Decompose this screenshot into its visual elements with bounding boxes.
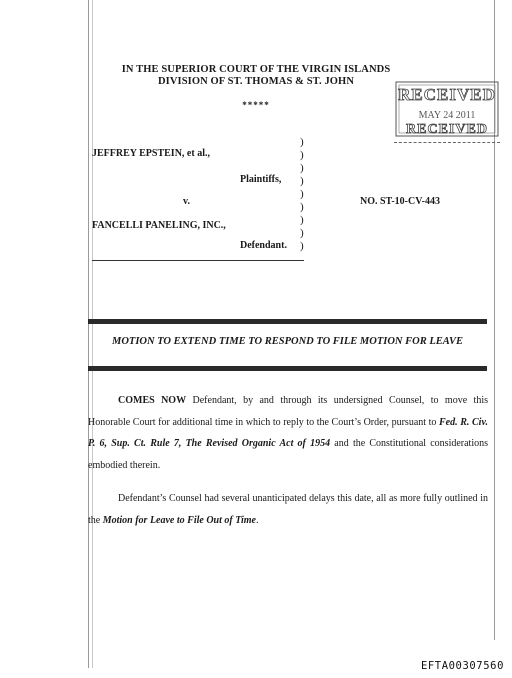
svg-text:RECEIVED: RECEIVED xyxy=(406,122,488,137)
comes-now-lead: COMES NOW xyxy=(118,395,187,406)
motion-title: MOTION TO EXTEND TIME TO RESPOND TO FILE MOTION FOR LEAVE xyxy=(111,336,464,347)
plaintiff-role: Plaintiffs, xyxy=(240,174,282,185)
stamp-dotted-rule xyxy=(394,142,500,143)
plaintiff-name: JEFFREY EPSTEIN, et al., xyxy=(92,148,210,159)
received-stamp xyxy=(394,80,500,138)
case-number: NO. ST-10-CV-443 xyxy=(360,196,441,207)
paragraph-2 xyxy=(88,488,488,531)
paragraph-1-citation: Fed. R. Civ. P. 6, Sup. Ct. Rule 7, The Revised Organic Act of 1954 xyxy=(88,416,489,449)
court-heading-stars: ***** xyxy=(242,100,270,110)
caption-paren: ) xyxy=(300,162,304,174)
paragraph-1-text-b: and the Constitutional considerations embodied therein. xyxy=(88,438,488,471)
title-top-rule xyxy=(88,319,487,324)
paragraph-2-citation: Motion for Leave to File Out of Time xyxy=(102,514,256,526)
defendant-role: Defendant. xyxy=(240,240,287,251)
paragraph-2-text-b: . xyxy=(255,514,259,526)
caption-underline xyxy=(92,260,304,261)
paragraph-1-text-a: Defendant, by and through its undersigned Counsel, to move this Honorable Court for additional time in which to reply to the Court’s Order, pursuant to xyxy=(88,395,488,428)
court-heading-line2: DIVISION OF ST. THOMAS & ST. JOHN xyxy=(157,76,355,87)
defendant-name: FANCELLI PANELING, INC., xyxy=(92,220,226,231)
paragraph-2-text-a: Defendant’s Counsel had several unanticipated delays this date, all as more fully outlined in the xyxy=(88,493,488,526)
caption-paren: ) xyxy=(300,240,304,252)
svg-text:MAY 24 2011: MAY 24 2011 xyxy=(418,110,476,121)
paragraph-1 xyxy=(88,390,488,476)
caption-paren: ) xyxy=(300,149,304,161)
caption-paren: ) xyxy=(300,188,304,200)
caption-paren: ) xyxy=(300,227,304,239)
caption-paren: ) xyxy=(300,201,304,213)
document-id: EFTA00307560 xyxy=(420,660,504,672)
caption-paren: ) xyxy=(300,136,304,148)
title-bottom-rule xyxy=(88,366,487,371)
caption-paren: ) xyxy=(300,175,304,187)
caption-paren: ) xyxy=(300,214,304,226)
versus: v. xyxy=(183,196,190,207)
svg-text:RECEIVED: RECEIVED xyxy=(398,85,496,104)
court-heading-line1: IN THE SUPERIOR COURT OF THE VIRGIN ISLANDS xyxy=(121,64,391,75)
